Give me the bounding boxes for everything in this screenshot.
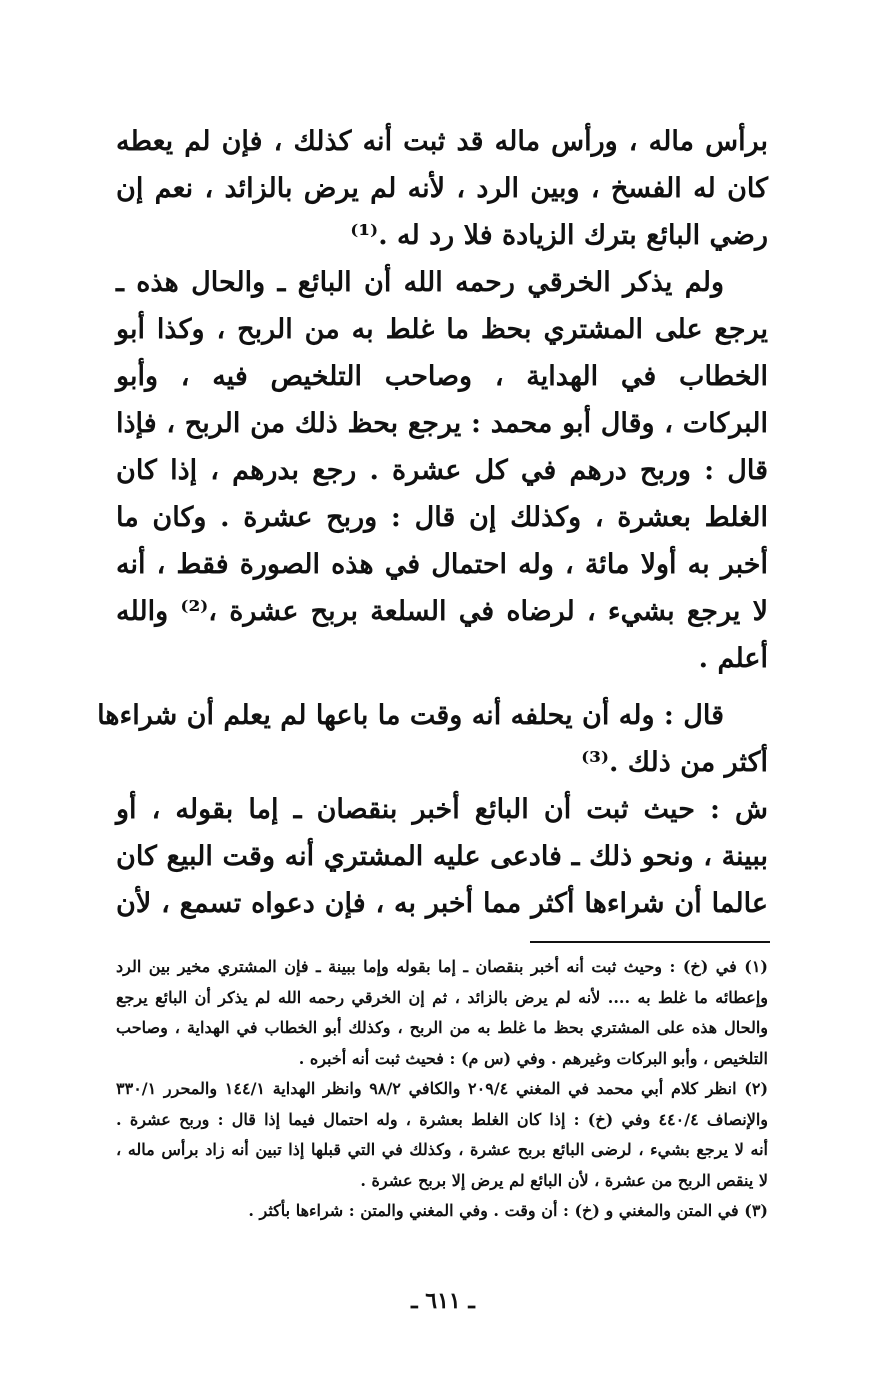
footnote-line: والإنصاف ٤٤٠/٤ وفي (خ) : إذا كان الغلط بعشرة ، وله احتمال فيما إذا قال : وربح عشرة . — [116, 1109, 769, 1129]
footnote-line: والحال هذه على المشتري بحظ ما غلط به من الربح ، وكذلك أبو الخطاب في الهداية ، وصاحب — [116, 1018, 768, 1037]
body-line: الغلط بعشرة ، وكذلك إن قال : وربح عشرة . وكان ما — [116, 502, 768, 533]
footnote-line: أنه لا يرجع بشيء ، لرضى البائع بربح عشرة ، وكذلك في التي قبلها إذا تبين أنه زاد برأس ماله ، — [116, 1140, 768, 1159]
body-line: كان له الفسخ ، وبين الرد ، لأنه لم يرض بالزائد ، نعم إن — [116, 173, 768, 204]
footnote-line: وإعطائه ما غلط به .... لأنه لم يرض بالزائد ، ثم إن الخرقي رحمه الله لم يذكر أن البائع يرجع — [116, 987, 768, 1007]
body-line: لا يرجع بشيء ، لرضاه في السلعة بربح عشرة ،⁽²⁾ والله — [116, 596, 768, 627]
body-line: ش : حيث ثبت أن البائع أخبر بنقصان ـ إما بقوله ، أو — [116, 794, 768, 825]
body-line: عالما أن شراءها أكثر مما أخبر به ، فإن دعواه تسمع ، لأن — [116, 888, 768, 919]
body-line: قال : وربح درهم في كل عشرة . رجع بدرهم ، إذا كان — [116, 455, 768, 486]
body-line: برأس ماله ، ورأس ماله قد ثبت أنه كذلك ، فإن لم يعطه — [116, 126, 768, 157]
main-text — [97, 118, 768, 927]
body-line: رضي البائع بترك الزيادة فلا رد له .⁽¹⁾ — [350, 220, 768, 251]
body-line: أكثر من ذلك .⁽³⁾ — [581, 747, 768, 778]
footnotes — [116, 952, 768, 1227]
footnote-line: (٢) انظر كلام أبي محمد في المغني ٢٠٩/٤ والكافي ٩٨/٢ وانظر الهداية ١٤٤/١ والمحرر ٣٣٠/١ — [116, 1079, 769, 1098]
body-line: يرجع على المشتري بحظ ما غلط به من الربح ، وكذا أبو — [116, 314, 768, 345]
body-line: البركات ، وقال أبو محمد : يرجع بحظ ذلك من الربح ، فإذا — [116, 408, 768, 439]
footnote-line: (٣) في المتن والمغني و (خ) : أن وقت . وفي المغني والمتن : شراءها بأكثر . — [248, 1201, 768, 1220]
footnote-line: لا ينقص الربح من عشرة ، لأن البائع لم يرض إلا بربح عشرة . — [360, 1170, 768, 1190]
body-line: أخبر به أولا مائة ، وله احتمال في هذه الصورة فقط ، أنه — [116, 549, 768, 580]
footnote-line: (١) في (خ) : وحيث ثبت أنه أخبر بنقصان ـ إما بقوله وإما ببينة ـ فإن المشتري مخير بين الرد — [116, 957, 768, 976]
footnote-separator — [530, 941, 770, 943]
page-number: ـ ٦١١ ـ — [411, 1288, 475, 1314]
body-line: ببينة ، ونحو ذلك ـ فادعى عليه المشتري أنه وقت البيع كان — [116, 841, 768, 872]
body-line: ولم يذكر الخرقي رحمه الله أن البائع ـ والحال هذه ـ — [116, 267, 724, 298]
body-line: قال : وله أن يحلفه أنه وقت ما باعها لم يعلم أن شراءها — [97, 700, 724, 731]
footnote-line: التلخيص ، وأبو البركات وغيرهم . وفي (س م) : فحيث ثبت أنه أخبره . — [298, 1048, 768, 1068]
body-line: أعلم . — [698, 643, 768, 674]
body-line: الخطاب في الهداية ، وصاحب التلخيص فيه ، وأبو — [116, 361, 768, 392]
